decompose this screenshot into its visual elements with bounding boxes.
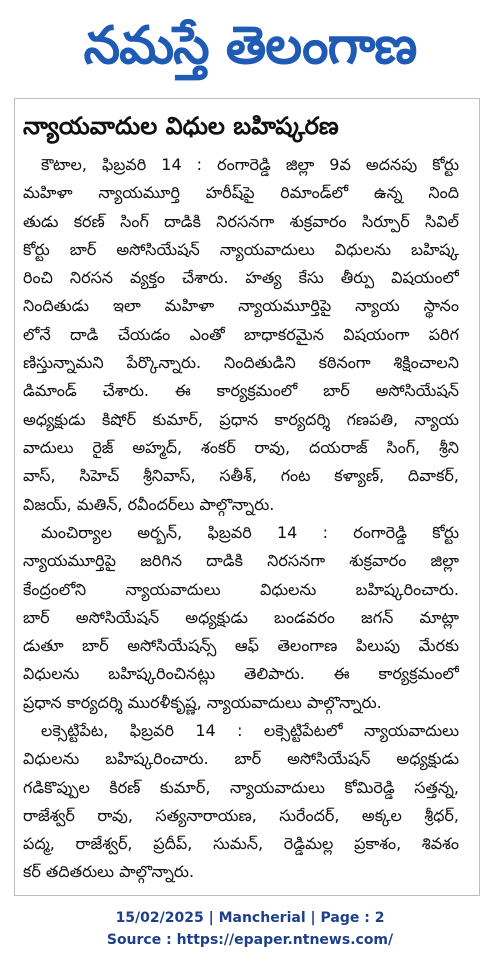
article-line: లోనే దాడి చేయడం ఎంతో బాధాకరమైన విషయంగా పరిగ (23, 324, 459, 344)
article-line: నిందితుడు ఇలా మహిళా న్యాయమూర్తిపై న్యాయ స్థానం (23, 296, 459, 316)
article-line: వాస్, సిహెచ్ శ్రీనివాస్, సతీశ్, గంట కళ్యాణ్, దివాకర్, (23, 466, 459, 486)
article-paragraph-mancherial (15, 519, 459, 717)
article-line: ప్రధాన కార్యదర్శి మురళీకృష్ణ, న్యాయవాదులు పాల్గొన్నారు. (23, 692, 382, 712)
article-line: విధులను బహిష్కరించారు. బార్ అసోసియేషన్ అధ్యక్షుడు (23, 749, 459, 769)
article-line: కేంద్రంలోని న్యాయవాదులు విధులను బహిష్కరించారు. (23, 579, 459, 599)
article-line: పద్మ, రాజేశ్వర్, ప్రదీప్, సుమన్, రెడ్డిమల్ల ప్రకాశం, శివశం (23, 834, 459, 854)
article-paragraph-luxettipet (15, 717, 459, 887)
footer-source-link[interactable]: Source : https://epaper.ntnews.com/ (106, 932, 394, 948)
article-line: వాదులు రైజ్ అహ్మద్, శంకర్ రావు, దయరాజ్ సింగ్, శ్రీని (23, 437, 459, 457)
article-line: బార్ అసోసియేషన్ అధ్యక్షుడు బండవరం జగన్ మాట్లా (23, 607, 459, 627)
article-line: తుడు కరణ్ సింగ్ దాడికి నిరసనగా శుక్రవారం సిర్పూర్ సివిల్ (23, 211, 459, 231)
article-line: మహిళా న్యాయమూర్తి హరీష్‌పై రిమాండ్‌లో ఉన్న నింది (23, 183, 459, 203)
article-headline: న్యాయవాదుల విధుల బహిష్కరణ (23, 112, 339, 140)
article-line: గడికొప్పుల కిరణ్ కుమార్, న్యాయవాదులు కోమిరెడ్డి సత్తన్న, (23, 777, 459, 797)
article-line: రించి నిరసన వ్యక్తం చేశారు. హత్య కేసు తీర్పు విషయంలో (23, 268, 459, 288)
article-line: కోర్టు బార్ అసోసియేషన్ న్యాయవాదులు విధులను బహిష్క (23, 239, 459, 259)
article-clipping (14, 98, 480, 896)
article-line: రాజేశ్వర్ రావు, సత్యనారాయణ, సురేందర్, అక్కల శ్రీధర్, (23, 805, 459, 825)
article-line: కౌటాల, ఫిబ్రవరి 14 : రంగారెడ్డి జిల్లా 9వ అదనపు కోర్టు (41, 155, 459, 174)
article-line: కర్ తదితరులు పాల్గొన్నారు. (23, 862, 195, 882)
article-line: లక్సెట్టిపేట, ఫిబ్రవరి 14 : లక్సెట్టిపేటలో న్యాయవాదులు (41, 721, 459, 740)
footer-date-edition: 15/02/2025 | Mancherial | Page : 2 (115, 910, 385, 926)
article-line: విజయ్, మతిన్, రవీందర్‌లు పాల్గొన్నారు. (23, 494, 275, 514)
article-line: న్యాయమూర్తిపై జరిగిన దాడికి నిరసనగా శుక్రవారం జిల్లా (23, 551, 459, 571)
article-line: విధులను బహిష్కరించినట్లు తెలిపారు. ఈ కార్యక్రమంలో (23, 664, 459, 684)
article-paragraph-kautala (15, 151, 459, 519)
article-line: మంచిర్యాల అర్బన్, ఫిబ్రవరి 14 : రంగారెడ్డి కోర్టు (41, 523, 459, 542)
masthead (0, 0, 500, 92)
article-line: ణిస్తున్నామని పేర్కొన్నారు. నిందితుడిని కఠినంగా శిక్షించాలని (23, 353, 459, 373)
masthead-logo: నమస్తే తెలంగాణ (83, 16, 417, 76)
article-line: అధ్యక్షుడు కిషోర్ కుమార్, ప్రధాన కార్యదర్శి గణపతి, న్యాయ (23, 409, 459, 429)
article-line: డిమాండ్ చేశారు. ఈ కార్యక్రమంలో బార్ అసోసియేషన్ (23, 381, 459, 401)
article-line: డుతూ బార్ అసోసియేషన్స్ ఆఫ్ తెలంగాణ పిలుపు మేరకు (23, 636, 459, 656)
